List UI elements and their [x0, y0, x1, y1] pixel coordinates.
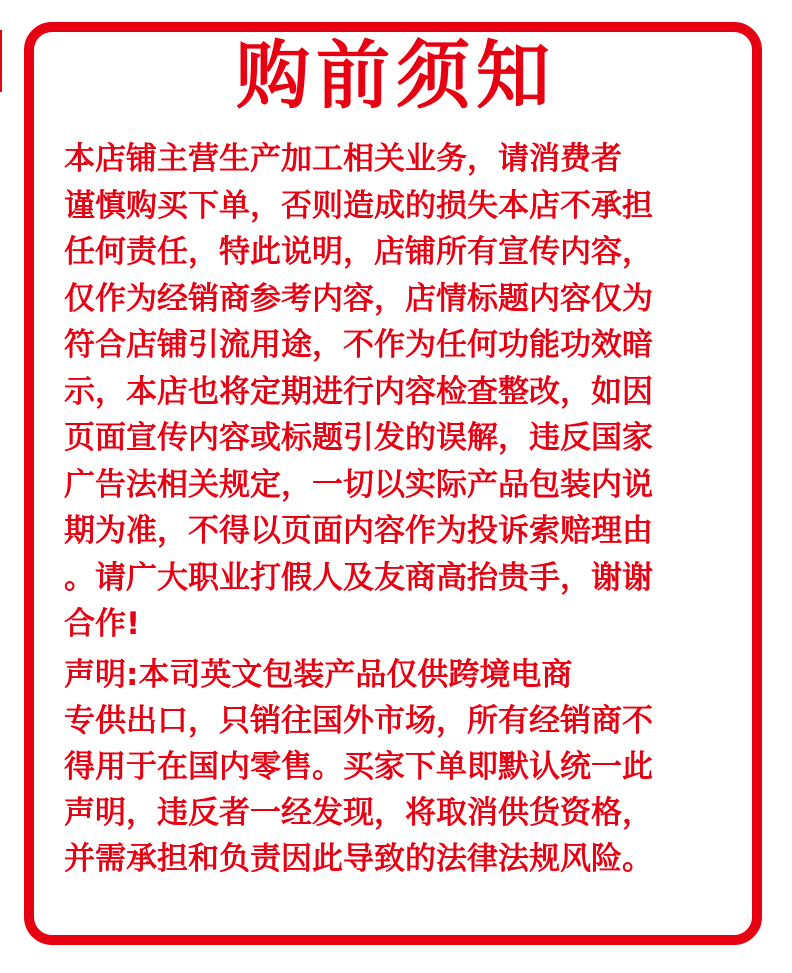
notice-paragraph-statement: 声明:本司英文包装产品仅供跨境电商 专供出口，只销往国外市场，所有经销商不 得用于在国内零售。买家下单即默认统一此 声明，违反者一经发现，将取消供货资格， 并需承担和负责因此导致的法律法规风险。	[64, 657, 653, 877]
notice-title: 购前须知	[236, 33, 556, 119]
notice-paragraph-main: 本店铺主营生产加工相关业务，请消费者 谨慎购买下单，否则造成的损失本店不承担 任何责任，特此说明，店铺所有宣传内容， 仅作为经销商参考内容，店情标题内容仅为 符合店铺引流用途，不作为任何功能功效暗 示，本店也将定期进行内容检查整改，如因 页面宣传内容或标题引发的误解，违反国家 广告法相关规定，一切以实际产品包装内说 期为准，不得以页面内容作为投诉索赔理由 。请广大职业打假人及友商高抬贵手，谢谢 合作!	[64, 141, 653, 642]
